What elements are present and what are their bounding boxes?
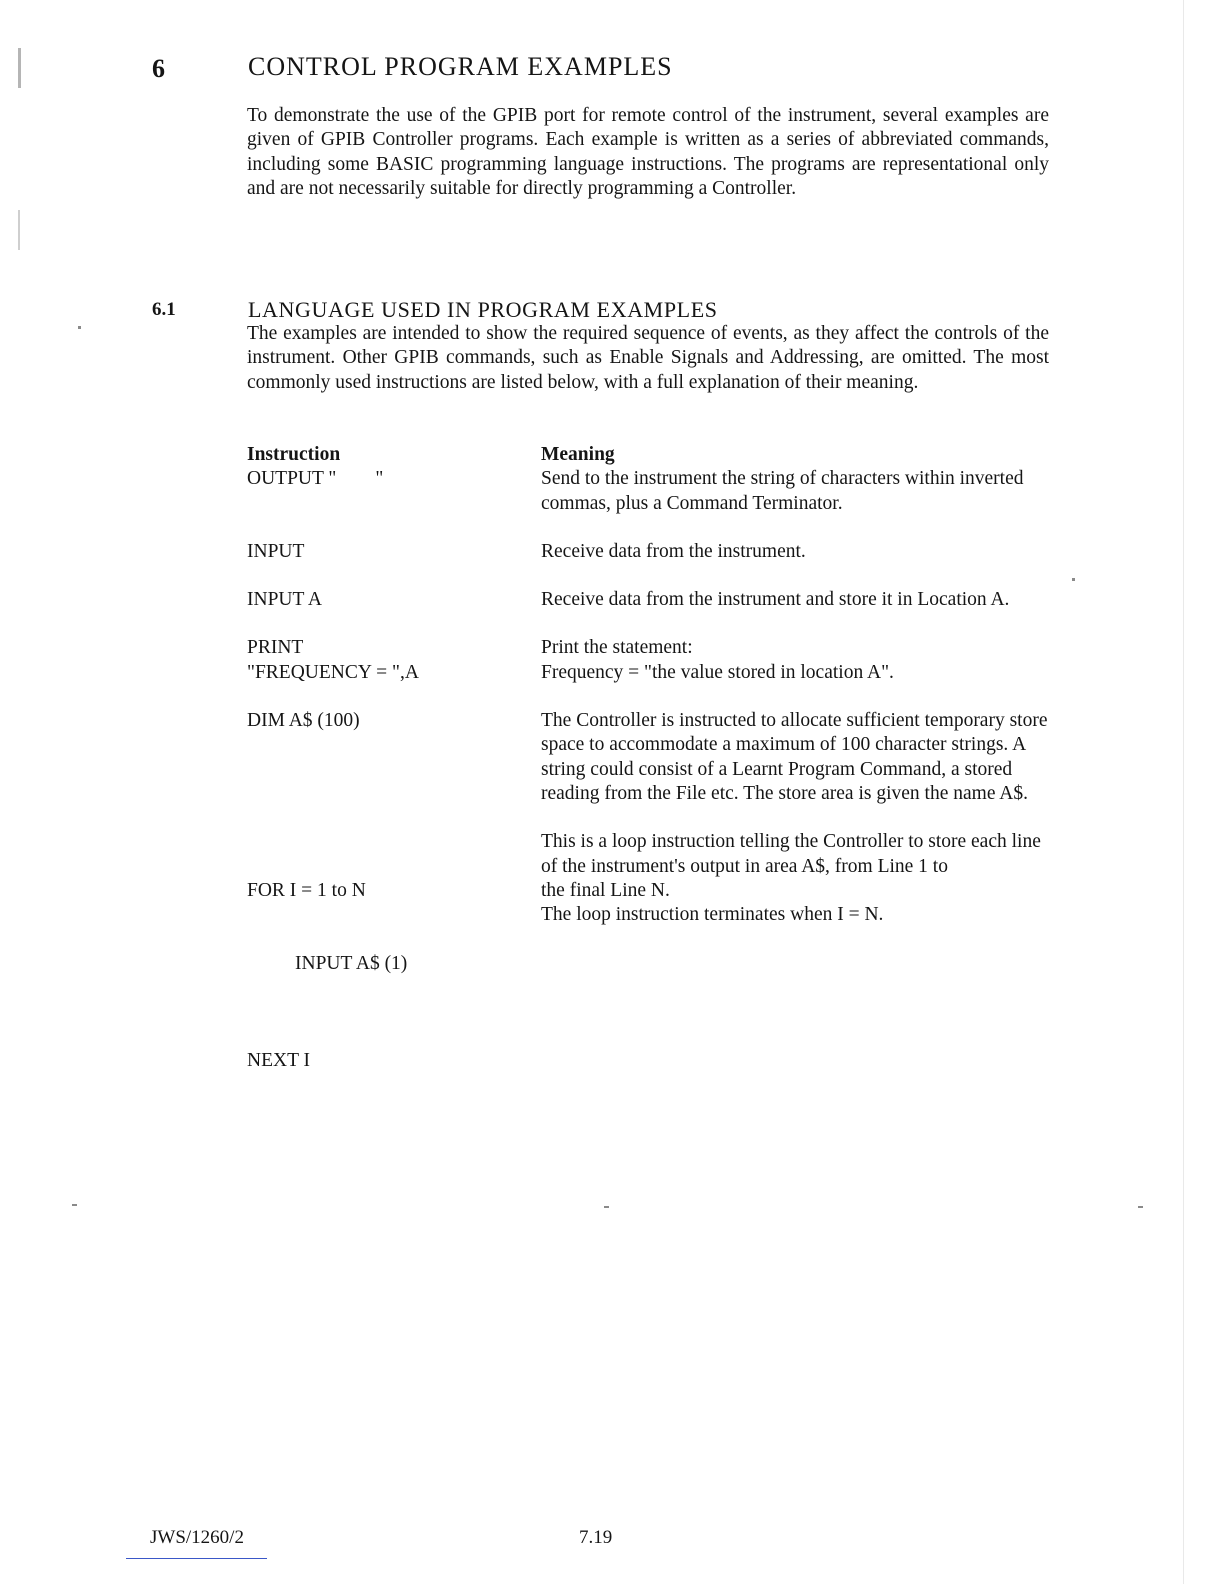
scan-speck bbox=[1072, 578, 1075, 581]
instruction-cell: INPUT bbox=[247, 540, 305, 562]
section-number: 6 bbox=[152, 54, 166, 83]
footer-underline bbox=[126, 1558, 267, 1559]
scan-speck bbox=[1138, 1206, 1143, 1208]
instruction-cell: OUTPUT " " bbox=[247, 468, 384, 490]
section-intro-paragraph: To demonstrate the use of the GPIB port for remote control of the instrument, several examples are given of GPIB Controller programs. Each example is written as a series of abbreviated commands, including some BASIC programming language instructions. The programs are representational only and are not necessarily suitable for directly programming a Controller. bbox=[247, 105, 1049, 199]
meaning-cell: Print the statement: Frequency = "the value stored in location A". bbox=[541, 637, 894, 683]
header-meaning: Meaning bbox=[541, 444, 615, 465]
meaning-cell: Receive data from the instrument and store it in Location A. bbox=[541, 589, 1010, 611]
footer-doc-ref: JWS/1260/2 bbox=[150, 1527, 244, 1548]
scan-speck bbox=[78, 326, 81, 329]
footer-page-number: 7.19 bbox=[579, 1527, 613, 1548]
table-row bbox=[247, 636, 1057, 685]
subsection-intro-paragraph: The examples are intended to show the required sequence of events, as they affect the controls of the instrument. Other GPIB commands, such as Enable Signals and Addressing, are omitted. The most commonly used instructions are listed below, with a full explanation of their meaning. bbox=[247, 323, 1049, 393]
instruction-table bbox=[247, 443, 1057, 1122]
scan-speck bbox=[72, 1204, 77, 1206]
subsection-number: 6.1 bbox=[152, 299, 176, 320]
scan-speck bbox=[604, 1206, 609, 1208]
scan-speck bbox=[18, 210, 20, 250]
instruction-cell: DIM A$ (100) bbox=[247, 710, 360, 732]
table-row bbox=[247, 830, 1057, 1121]
loop-body-line: INPUT A$ (1) bbox=[295, 952, 408, 974]
table-row bbox=[247, 540, 1057, 564]
section-title: CONTROL PROGRAM EXAMPLES bbox=[248, 52, 673, 81]
scan-speck bbox=[18, 48, 21, 88]
loop-start-line: FOR I = 1 to N bbox=[247, 879, 366, 901]
meaning-cell: This is a loop instruction telling the Controller to store each line of the instrument's output in area A$, from Line 1 to the final Line N. The loop instruction terminates when I = N. bbox=[541, 831, 1041, 926]
instruction-cell: PRINT "FREQUENCY = ",A bbox=[247, 637, 419, 683]
table-row bbox=[247, 588, 1057, 612]
header-instruction: Instruction bbox=[247, 444, 341, 465]
table-header-row bbox=[247, 443, 1057, 467]
subsection-title: LANGUAGE USED IN PROGRAM EXAMPLES bbox=[248, 297, 718, 322]
table-row bbox=[247, 467, 1057, 516]
instruction-cell bbox=[247, 830, 541, 1121]
meaning-cell: Receive data from the instrument. bbox=[541, 540, 806, 562]
meaning-cell: Send to the instrument the string of characters within inverted commas, plus a Command Terminator. bbox=[541, 468, 1029, 514]
loop-end-line: NEXT I bbox=[247, 1049, 311, 1071]
scan-edge-line bbox=[1183, 0, 1184, 1584]
instruction-cell: INPUT A bbox=[247, 589, 322, 611]
table-row bbox=[247, 709, 1057, 806]
meaning-cell: The Controller is instructed to allocate sufficient temporary store space to accommodate a maximum of 100 character strings. A string could consist of a Learnt Program Command, a stored reading from the File etc. The store area is given the name A$. bbox=[541, 710, 1053, 804]
